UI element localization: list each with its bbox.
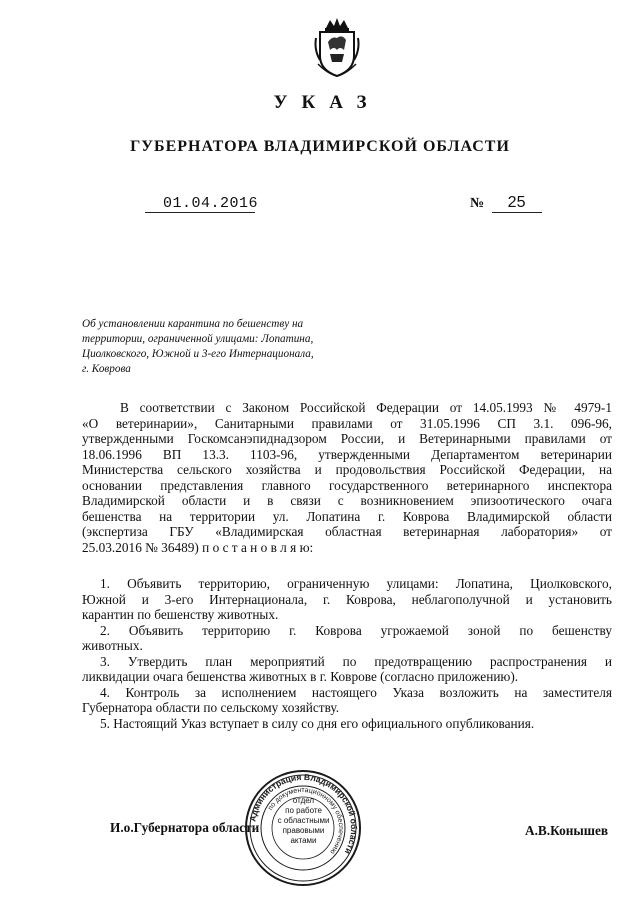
text-line: бешенства на территории ул. Лопатина г. Коврова Владимирской области (82, 508, 612, 524)
text-line: утвержденными Госкомсанэпиднадзором России, и Ветеринарными правилами от (82, 431, 612, 446)
preamble-paragraph (82, 400, 612, 555)
document-number: 25 (492, 194, 542, 213)
stamp-line: актами (290, 836, 317, 845)
item-line: ликвидации очага бешенства животных в г. Коврове (согласно приложению). (82, 669, 519, 684)
document-number-field (470, 194, 542, 213)
item-line: карантин по бешенству животных. (82, 607, 279, 622)
stamp-line: по работе (285, 806, 322, 815)
coat-of-arms-icon (312, 16, 362, 78)
number-sign: № (470, 196, 485, 211)
item-line: 3. Утвердить план мероприятий по предотвращению распространения и (100, 653, 612, 669)
text-line: «О ветеринарии», Санитарными правилами от 31.05.1996 СП 3.1. 096-96, (82, 415, 612, 431)
item-line: 2. Объявить территорию г. Коврова угрожаемой зоной по бешенству (100, 622, 612, 638)
decree-items (82, 576, 612, 731)
stamp-inner-ring-text: по документационному обеспечению (267, 786, 345, 856)
text-line: основании представления главного государственного ветеринарного инспектора (82, 477, 612, 493)
heading-line: г. Коврова (82, 363, 131, 375)
item-line: Южной и 3-его Интернационала, г. Коврова, неблагополучной и установить (82, 591, 612, 607)
heading-line: территории, ограниченной улицами: Лопатина, (82, 333, 314, 345)
signer-name: А.В.Конышев (525, 823, 609, 838)
item-line: 5. Настоящий Указ вступает в силу со дня его официального опубликования. (100, 715, 535, 731)
stamp-line: с областными (277, 816, 330, 825)
text-line: В соответствии с Законом Российской Федерации от 14.05.1993 № 4979-1 (120, 400, 612, 415)
stamp-ring-text: Администрация Владимирской области (247, 771, 360, 856)
item-line: 1. Объявить территорию, ограниченную улицами: Лопатина, Циолковского, (100, 576, 612, 591)
item-line: животных. (82, 638, 143, 653)
text-line: Владимирской области и в связи с возникновением эпизоотического очага (82, 493, 612, 508)
item-line: Губернатора области по сельскому хозяйству. (82, 700, 340, 715)
text-line: 25.03.2016 № 36489) п о с т а н о в л я ю: (82, 539, 314, 555)
document-subtitle: ГУБЕРНАТОРА ВЛАДИМИРСКОЙ ОБЛАСТИ (130, 138, 510, 155)
text-line: (экспертиза ГБУ «Владимирская областная ветеринарная лаборатория» от (82, 524, 612, 539)
stamp-line: правовыми (282, 826, 325, 835)
heading-line: Циолковского, Южной и 3-его Интернационала, (82, 348, 314, 360)
text-line: Министерства сельского хозяйства и продовольствия Российской Федерации, на (82, 462, 612, 477)
date-field (145, 194, 259, 213)
document-date: 01.04.2016 (163, 195, 259, 212)
stamp-center-text (275, 796, 332, 846)
text-line: 18.06.1996 ВП 13.3. 1103-96, утвержденными Департаментом ветеринарии (82, 446, 612, 462)
document-heading (82, 317, 367, 377)
stamp-line: отдел (292, 796, 315, 805)
heading-line: Об установлении карантина по бешенству на (82, 318, 304, 330)
item-line: 4. Контроль за исполнением настоящего Указа возложить на заместителя (100, 684, 612, 700)
signer-position: И.о.Губернатора области (110, 820, 260, 835)
document-title: УКАЗ (273, 92, 381, 113)
